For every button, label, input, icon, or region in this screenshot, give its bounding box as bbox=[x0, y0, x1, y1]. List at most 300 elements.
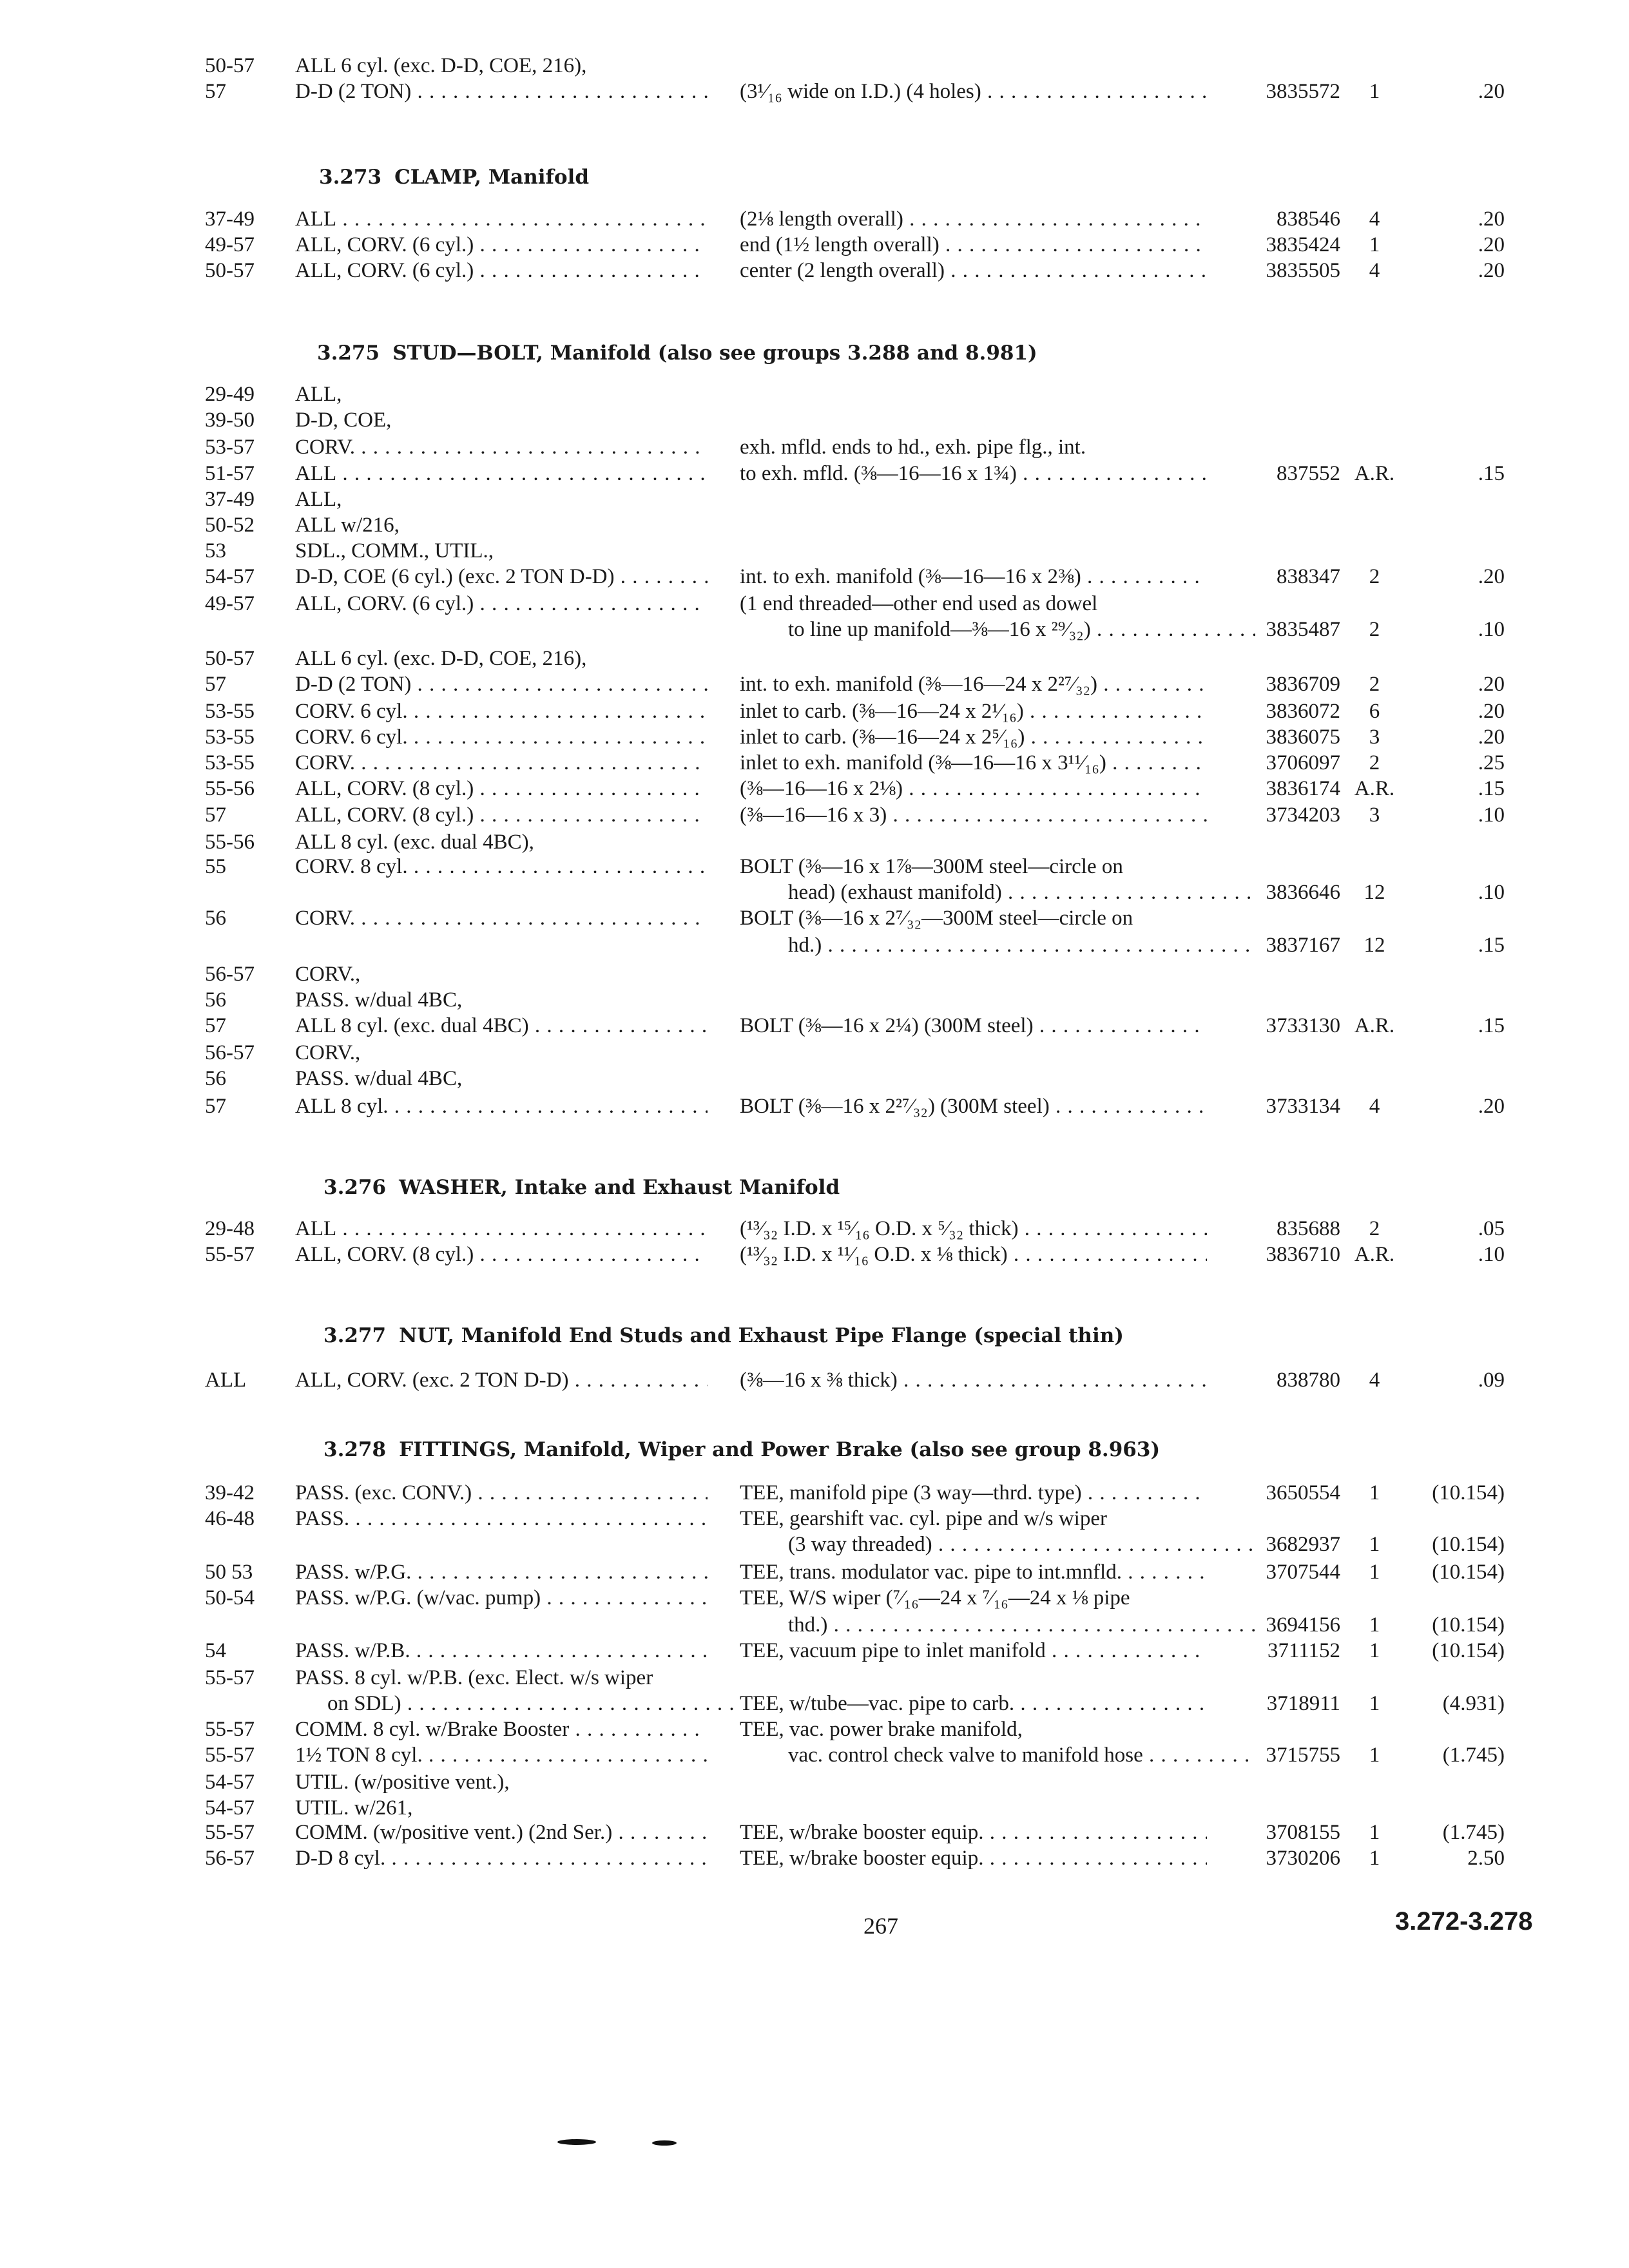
section-heading bbox=[323, 1173, 840, 1202]
price-text: .25 bbox=[1478, 751, 1505, 774]
price bbox=[1408, 1611, 1505, 1639]
description-cell bbox=[740, 459, 1207, 488]
description-cell-text: inlet to carb. (⅜—16—24 x 2⁵⁄₁₆) bbox=[740, 726, 1025, 749]
description-cell-text: (3 way threaded) bbox=[788, 1533, 932, 1556]
description-cell-text: (¹³⁄₃₂ I.D. x ¹¹⁄₁₆ O.D. x ⅛ thick) bbox=[740, 1243, 1008, 1266]
model-cell-text: D-D, COE, bbox=[295, 408, 392, 432]
model-cell-text: ALL, bbox=[295, 488, 342, 511]
table-row bbox=[0, 904, 1629, 932]
description-cell-text: (⅜—16—16 x 3) bbox=[740, 803, 887, 827]
quantity bbox=[1333, 1012, 1416, 1040]
year-range-text: 57 bbox=[205, 80, 226, 103]
description-cell-text: TEE, W/S wiper (⁷⁄₁₆—24 x ⁷⁄₁₆—24 x ⅛ pipe bbox=[740, 1586, 1130, 1610]
quantity bbox=[1333, 931, 1416, 959]
part-number-text: 3835505 bbox=[1266, 259, 1340, 282]
table-row bbox=[0, 256, 1629, 285]
description-cell-text: center (2 length overall) bbox=[740, 259, 945, 282]
table-row bbox=[0, 1584, 1629, 1612]
year-range bbox=[205, 801, 295, 829]
table-row bbox=[0, 52, 1629, 80]
description-cell-text: to line up manifold—⅜—16 x ²⁹⁄₃₂) bbox=[788, 618, 1091, 641]
part-number-text: 3708155 bbox=[1266, 1821, 1340, 1844]
part-number-text: 3733130 bbox=[1266, 1014, 1340, 1037]
section-heading bbox=[317, 338, 1037, 368]
part-number-text: 3835424 bbox=[1266, 233, 1340, 256]
part-number-text: 3836709 bbox=[1266, 673, 1340, 696]
table-row bbox=[0, 433, 1629, 461]
model-cell bbox=[295, 537, 708, 565]
year-range bbox=[205, 852, 295, 881]
year-range-text: 53 bbox=[205, 539, 226, 562]
part-number-text: 3835572 bbox=[1266, 80, 1340, 103]
price bbox=[1408, 77, 1505, 106]
description-cell-text: int. to exh. manifold (⅜—16—24 x 2²⁷⁄₃₂) bbox=[740, 673, 1097, 696]
quantity-text: 4 bbox=[1369, 259, 1380, 282]
description-cell bbox=[740, 931, 1255, 959]
description-cell-text: thd.) bbox=[788, 1613, 828, 1637]
quantity bbox=[1333, 459, 1416, 488]
price bbox=[1408, 931, 1505, 959]
price bbox=[1408, 459, 1505, 488]
year-range-text: 50 53 bbox=[205, 1561, 253, 1584]
quantity-text: A.R. bbox=[1354, 1014, 1395, 1037]
model-cell bbox=[295, 644, 708, 673]
year-range bbox=[205, 77, 295, 106]
year-range bbox=[205, 1818, 295, 1847]
year-range bbox=[205, 459, 295, 488]
year-range bbox=[205, 644, 295, 673]
year-range bbox=[205, 1584, 295, 1612]
price-text: .05 bbox=[1478, 1217, 1505, 1240]
quantity-text: 1 bbox=[1369, 80, 1380, 103]
price-text: .15 bbox=[1478, 777, 1505, 800]
year-range-text: 55-57 bbox=[205, 1821, 255, 1844]
part-number bbox=[1211, 615, 1340, 644]
model-cell bbox=[295, 1715, 708, 1744]
part-number-text: 3711152 bbox=[1267, 1639, 1340, 1662]
year-range bbox=[205, 749, 295, 777]
quantity bbox=[1333, 1558, 1416, 1586]
model-cell-text: ALL, CORV. (8 cyl.) bbox=[295, 1243, 474, 1266]
part-number bbox=[1211, 1215, 1340, 1243]
part-number bbox=[1211, 774, 1340, 803]
quantity-text: 6 bbox=[1369, 700, 1380, 723]
model-cell bbox=[295, 406, 708, 434]
description-cell-text: BOLT (⅜—16 x 2²⁷⁄₃₂) (300M steel) bbox=[740, 1095, 1050, 1118]
part-number-text: 3706097 bbox=[1266, 751, 1340, 774]
table-row bbox=[0, 878, 1629, 907]
quantity bbox=[1333, 1366, 1416, 1394]
description-cell-text: TEE, w/tube—vac. pipe to carb. bbox=[740, 1692, 1015, 1715]
quantity-text: 1 bbox=[1369, 1821, 1380, 1844]
quantity-text: 2 bbox=[1369, 1217, 1380, 1240]
section-heading bbox=[323, 1435, 1160, 1465]
model-cell-text: CORV. bbox=[295, 436, 356, 459]
price-text: .20 bbox=[1478, 80, 1505, 103]
table-row bbox=[0, 1715, 1629, 1744]
quantity-text: 2 bbox=[1369, 751, 1380, 774]
page-number: 267 bbox=[863, 1913, 898, 1939]
model-cell bbox=[295, 1012, 708, 1040]
price-text: .20 bbox=[1478, 565, 1505, 588]
model-cell bbox=[295, 904, 708, 932]
model-cell bbox=[295, 1479, 708, 1507]
year-range bbox=[205, 1741, 295, 1769]
model-cell-text: ALL 8 cyl. (exc. dual 4BC) bbox=[295, 1014, 529, 1037]
model-cell bbox=[295, 749, 708, 777]
price-text: .10 bbox=[1478, 881, 1505, 904]
part-number bbox=[1211, 256, 1340, 285]
quantity bbox=[1333, 77, 1416, 106]
price bbox=[1408, 1530, 1505, 1559]
part-number-text: 3694156 bbox=[1266, 1613, 1340, 1637]
year-range-text: 37-49 bbox=[205, 488, 255, 511]
part-number-text: 3730206 bbox=[1266, 1847, 1340, 1870]
year-range bbox=[205, 1064, 295, 1093]
model-cell-text: COMM. (w/positive vent.) (2nd Ser.) bbox=[295, 1821, 613, 1844]
model-cell bbox=[295, 1584, 708, 1612]
year-range-text: 50-57 bbox=[205, 259, 255, 282]
table-row bbox=[0, 1768, 1629, 1796]
quantity bbox=[1333, 1818, 1416, 1847]
model-cell bbox=[295, 511, 708, 539]
description-cell-text: inlet to carb. (⅜—16—24 x 2¹⁄₁₆) bbox=[740, 700, 1024, 723]
year-range-text: 56-57 bbox=[205, 963, 255, 986]
quantity-text: 1 bbox=[1369, 1481, 1380, 1504]
year-range bbox=[205, 433, 295, 461]
year-range bbox=[205, 511, 295, 539]
description-cell bbox=[740, 256, 1207, 285]
part-number-text: 3836072 bbox=[1266, 700, 1340, 723]
quantity bbox=[1333, 205, 1416, 233]
price-text: .20 bbox=[1478, 726, 1505, 749]
model-cell-text: D-D, COE (6 cyl.) (exc. 2 TON D-D) bbox=[295, 565, 615, 588]
model-cell bbox=[295, 1064, 708, 1093]
model-cell bbox=[295, 801, 708, 829]
description-cell bbox=[740, 1584, 1207, 1612]
year-range-text: 55-57 bbox=[205, 1243, 255, 1266]
price bbox=[1408, 1818, 1505, 1847]
model-cell-text: UTIL. w/261, bbox=[295, 1796, 413, 1820]
part-number bbox=[1211, 1530, 1340, 1559]
year-range-text: 56-57 bbox=[205, 1847, 255, 1870]
description-cell-text: BOLT (⅜—16 x 1⅞—300M steel—circle on bbox=[740, 855, 1123, 878]
model-cell bbox=[295, 590, 708, 618]
model-cell-text: ALL bbox=[295, 207, 337, 231]
price bbox=[1408, 615, 1505, 644]
description-cell bbox=[740, 231, 1207, 259]
model-cell-text: 1½ TON 8 cyl. bbox=[295, 1744, 423, 1767]
quantity bbox=[1333, 615, 1416, 644]
model-cell-text: CORV. bbox=[295, 751, 356, 774]
price bbox=[1408, 774, 1505, 803]
table-row bbox=[0, 1012, 1629, 1040]
price-text: (10.154) bbox=[1432, 1613, 1505, 1637]
price bbox=[1408, 1240, 1505, 1269]
part-number-text: 3836174 bbox=[1266, 777, 1340, 800]
part-number bbox=[1211, 1240, 1340, 1269]
model-cell-text: ALL, CORV. (8 cyl.) bbox=[295, 803, 474, 827]
model-cell-text: PASS. w/dual 4BC, bbox=[295, 1067, 463, 1090]
price bbox=[1408, 1479, 1505, 1507]
year-range-text: 56 bbox=[205, 988, 226, 1012]
price bbox=[1408, 562, 1505, 591]
table-row bbox=[0, 1240, 1629, 1269]
year-range-text: 29-49 bbox=[205, 383, 255, 406]
quantity-text: 1 bbox=[1369, 1613, 1380, 1637]
year-range-text: 54 bbox=[205, 1639, 226, 1662]
price-text: (10.154) bbox=[1432, 1481, 1505, 1504]
model-cell-text: ALL, bbox=[295, 383, 342, 406]
model-cell-text: on SDL) bbox=[327, 1692, 401, 1715]
price-text: .15 bbox=[1478, 1014, 1505, 1037]
part-number-text: 3836075 bbox=[1266, 726, 1340, 749]
price bbox=[1408, 723, 1505, 751]
part-number-text: 3836710 bbox=[1266, 1243, 1340, 1266]
part-number-text: 3837167 bbox=[1266, 934, 1340, 957]
model-cell bbox=[295, 1741, 708, 1769]
year-range bbox=[205, 537, 295, 565]
year-range-text: 56-57 bbox=[205, 1041, 255, 1064]
table-row bbox=[0, 1818, 1629, 1847]
year-range bbox=[205, 231, 295, 259]
description-cell bbox=[740, 562, 1207, 591]
quantity bbox=[1333, 723, 1416, 751]
table-row bbox=[0, 1530, 1629, 1559]
model-cell bbox=[295, 723, 708, 751]
description-cell bbox=[740, 1504, 1207, 1533]
description-cell-text: BOLT (⅜—16 x 2⁷⁄₃₂—300M steel—circle on bbox=[740, 907, 1133, 930]
year-range-text: 50-57 bbox=[205, 647, 255, 670]
description-cell-text: TEE, w/brake booster equip. bbox=[740, 1847, 984, 1870]
description-cell-text: (1 end threaded—other end used as dowel bbox=[740, 592, 1098, 615]
section-number: 3.278 bbox=[323, 1438, 387, 1461]
model-cell bbox=[295, 960, 708, 988]
year-range bbox=[205, 670, 295, 698]
quantity-text: 4 bbox=[1369, 207, 1380, 231]
part-number bbox=[1211, 77, 1340, 106]
section-number: 3.277 bbox=[323, 1324, 387, 1347]
price bbox=[1408, 697, 1505, 726]
year-range-text: 39-50 bbox=[205, 408, 255, 432]
table-row bbox=[0, 644, 1629, 673]
year-range bbox=[205, 205, 295, 233]
price-text: .09 bbox=[1478, 1369, 1505, 1392]
scan-mark bbox=[652, 2140, 677, 2146]
model-cell-text: CORV. 8 cyl. bbox=[295, 855, 408, 878]
model-cell-text: COMM. 8 cyl. w/Brake Booster bbox=[295, 1718, 570, 1741]
year-range bbox=[205, 1715, 295, 1744]
description-cell bbox=[740, 1844, 1207, 1872]
model-cell-text: D-D 8 cyl. bbox=[295, 1847, 386, 1870]
model-cell-text: PASS. bbox=[295, 1507, 350, 1530]
year-range-text: 57 bbox=[205, 803, 226, 827]
model-cell bbox=[295, 1215, 708, 1243]
part-number bbox=[1211, 1689, 1340, 1718]
part-number bbox=[1211, 562, 1340, 591]
description-cell bbox=[740, 205, 1207, 233]
part-number-text: 838546 bbox=[1277, 207, 1340, 231]
part-number bbox=[1211, 1092, 1340, 1120]
model-cell bbox=[295, 1664, 708, 1692]
quantity-text: 12 bbox=[1364, 881, 1385, 904]
model-cell-text: SDL., COMM., UTIL., bbox=[295, 539, 494, 562]
year-range-text: 29-48 bbox=[205, 1217, 255, 1240]
part-number-text: 3707544 bbox=[1266, 1561, 1340, 1584]
quantity bbox=[1333, 801, 1416, 829]
part-number bbox=[1211, 749, 1340, 777]
description-cell bbox=[740, 433, 1207, 461]
description-cell-text: hd.) bbox=[788, 934, 822, 957]
quantity-text: 12 bbox=[1364, 934, 1385, 957]
description-cell-text: (⅜—16—16 x 2⅛) bbox=[740, 777, 903, 800]
part-number-text: 3836646 bbox=[1266, 881, 1340, 904]
price bbox=[1408, 205, 1505, 233]
year-range bbox=[205, 1215, 295, 1243]
year-range bbox=[205, 485, 295, 514]
year-range-text: 39-42 bbox=[205, 1481, 255, 1504]
quantity-text: 1 bbox=[1369, 1533, 1380, 1556]
table-row bbox=[0, 960, 1629, 988]
model-cell-text: ALL 8 cyl. (exc. dual 4BC), bbox=[295, 831, 534, 854]
table-row bbox=[0, 1689, 1629, 1718]
table-row bbox=[0, 590, 1629, 618]
price-text: .15 bbox=[1478, 934, 1505, 957]
part-number bbox=[1211, 1844, 1340, 1872]
price bbox=[1408, 1092, 1505, 1120]
description-cell bbox=[740, 1637, 1207, 1665]
model-cell bbox=[295, 205, 708, 233]
description-cell-text: TEE, vacuum pipe to inlet manifold bbox=[740, 1639, 1046, 1662]
price bbox=[1408, 1844, 1505, 1872]
table-row bbox=[0, 77, 1629, 106]
part-number bbox=[1211, 878, 1340, 907]
description-cell bbox=[740, 1479, 1207, 1507]
model-cell-text: CORV. bbox=[295, 907, 356, 930]
part-number-text: 3734203 bbox=[1266, 803, 1340, 827]
price-text: .10 bbox=[1478, 803, 1505, 827]
description-cell bbox=[740, 723, 1207, 751]
model-cell-text: ALL 6 cyl. (exc. D-D, COE, 216), bbox=[295, 54, 587, 77]
description-cell bbox=[740, 77, 1207, 106]
quantity bbox=[1333, 1530, 1416, 1559]
model-cell-text: PASS. 8 cyl. w/P.B. (exc. Elect. w/s wiper bbox=[295, 1666, 653, 1689]
part-number-text: 3718911 bbox=[1266, 1692, 1340, 1715]
description-cell bbox=[740, 801, 1207, 829]
model-cell bbox=[295, 1558, 708, 1586]
year-range bbox=[205, 1637, 295, 1665]
section-title: FITTINGS, Manifold, Wiper and Power Brake (also see group 8.963) bbox=[399, 1438, 1161, 1461]
description-cell bbox=[740, 1530, 1255, 1559]
part-number bbox=[1211, 1012, 1340, 1040]
year-range-text: 55-57 bbox=[205, 1744, 255, 1767]
model-cell-text: ALL bbox=[295, 1217, 337, 1240]
model-cell-text: D-D (2 TON) bbox=[295, 80, 412, 103]
year-range-text: 49-57 bbox=[205, 233, 255, 256]
quantity-text: 3 bbox=[1369, 803, 1380, 827]
year-range-text: 49-57 bbox=[205, 592, 255, 615]
description-cell bbox=[740, 1012, 1207, 1040]
section-number: 3.275 bbox=[317, 341, 380, 365]
table-row bbox=[0, 749, 1629, 777]
section-title: STUD—BOLT, Manifold (also see groups 3.288 and 8.981) bbox=[392, 341, 1037, 365]
quantity bbox=[1333, 1637, 1416, 1665]
quantity bbox=[1333, 231, 1416, 259]
price bbox=[1408, 670, 1505, 698]
year-range-text: 55-57 bbox=[205, 1666, 255, 1689]
table-row bbox=[0, 852, 1629, 881]
section-number: 3.276 bbox=[323, 1176, 387, 1199]
year-range bbox=[205, 904, 295, 932]
model-cell-text: PASS. w/dual 4BC, bbox=[295, 988, 463, 1012]
price-text: (4.931) bbox=[1442, 1692, 1505, 1715]
description-cell-text: TEE, gearshift vac. cyl. pipe and w/s wiper bbox=[740, 1507, 1107, 1530]
year-range-text: 55-56 bbox=[205, 777, 255, 800]
part-number bbox=[1211, 931, 1340, 959]
model-cell-text: PASS. w/P.G. (w/vac. pump) bbox=[295, 1586, 541, 1610]
price-text: .20 bbox=[1478, 700, 1505, 723]
year-range-text: ALL bbox=[205, 1369, 247, 1392]
part-number-text: 838780 bbox=[1277, 1369, 1340, 1392]
quantity-text: 4 bbox=[1369, 1369, 1380, 1392]
model-cell bbox=[295, 1504, 708, 1533]
description-cell bbox=[740, 904, 1207, 932]
year-range-text: 56 bbox=[205, 1067, 226, 1090]
part-number-text: 3650554 bbox=[1266, 1481, 1340, 1504]
description-cell bbox=[740, 1558, 1207, 1586]
price-text: (10.154) bbox=[1432, 1561, 1505, 1584]
description-cell bbox=[740, 774, 1207, 803]
table-row bbox=[0, 1558, 1629, 1586]
section-title: NUT, Manifold End Studs and Exhaust Pipe Flange (special thin) bbox=[399, 1324, 1124, 1347]
section-title: WASHER, Intake and Exhaust Manifold bbox=[399, 1176, 840, 1199]
description-cell-text: TEE, vac. power brake manifold, bbox=[740, 1718, 1023, 1741]
year-range bbox=[205, 1366, 295, 1394]
description-cell-text: end (1½ length overall) bbox=[740, 233, 940, 256]
model-cell bbox=[295, 433, 708, 461]
year-range bbox=[205, 1039, 295, 1067]
year-range-text: 37-49 bbox=[205, 207, 255, 231]
description-cell bbox=[740, 1092, 1207, 1120]
table-row bbox=[0, 774, 1629, 803]
model-cell bbox=[295, 670, 708, 698]
price-text: 2.50 bbox=[1467, 1847, 1505, 1870]
section-number: 3.273 bbox=[319, 166, 382, 189]
description-cell bbox=[740, 1366, 1207, 1394]
description-cell bbox=[740, 697, 1207, 726]
part-number bbox=[1211, 1558, 1340, 1586]
price bbox=[1408, 1366, 1505, 1394]
year-range bbox=[205, 1558, 295, 1586]
table-row bbox=[0, 205, 1629, 233]
model-cell bbox=[295, 1039, 708, 1067]
model-cell-text: ALL bbox=[295, 462, 337, 485]
description-cell-text: (¹³⁄₃₂ I.D. x ¹⁵⁄₁₆ O.D. x ⁵⁄₃₂ thick) bbox=[740, 1217, 1019, 1240]
price-text: (1.745) bbox=[1442, 1744, 1505, 1767]
description-cell bbox=[740, 1818, 1207, 1847]
year-range bbox=[205, 1504, 295, 1533]
price bbox=[1408, 256, 1505, 285]
price-text: .10 bbox=[1478, 1243, 1505, 1266]
quantity-text: A.R. bbox=[1354, 462, 1395, 485]
table-row bbox=[0, 1479, 1629, 1507]
price bbox=[1408, 1558, 1505, 1586]
description-cell bbox=[740, 878, 1255, 907]
table-row bbox=[0, 723, 1629, 751]
part-number bbox=[1211, 231, 1340, 259]
year-range bbox=[205, 1092, 295, 1120]
model-cell-text: ALL w/216, bbox=[295, 514, 400, 537]
